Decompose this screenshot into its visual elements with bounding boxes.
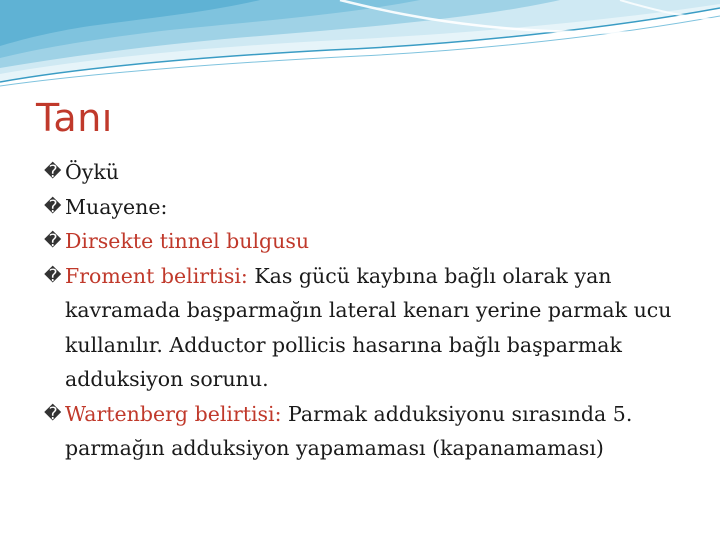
bullet-item-froment [44,259,694,397]
bullet-item-oyku [44,155,694,190]
bullet-marker-icon: � [44,162,62,182]
bullet-label: Öykü [65,160,120,184]
bullet-list [44,155,694,466]
slide-title: Tanı [36,96,113,140]
bullet-item-muayene [44,190,694,225]
header-wave-decoration [0,0,720,90]
bullet-text: Parmak adduksiyonu sırasında 5. parmağın adduksiyon yapamaması (kapanamaması) [65,401,633,460]
bullet-marker-icon: � [44,196,62,217]
bullet-label: Wartenberg belirtisi: [65,401,282,426]
bullet-marker-icon: � [44,265,62,286]
bullet-label: Froment belirtisi: [65,263,248,288]
bullet-marker-icon: � [44,403,62,424]
bullet-item-wartenberg [44,397,694,466]
bullet-item-tinnel [44,224,694,259]
bullet-text: Kas gücü kaybına bağlı olarak yan kavramada başparmağın lateral kenarı yerine parmak ucu kullanılır. Adductor pollicis hasarına bağlı başparmak adduksiyon sorunu. [65,263,672,391]
bullet-label: Dirsekte tinnel bulgusu [65,229,310,253]
bullet-label: Muayene: [65,194,168,219]
bullet-marker-icon: � [44,231,62,251]
